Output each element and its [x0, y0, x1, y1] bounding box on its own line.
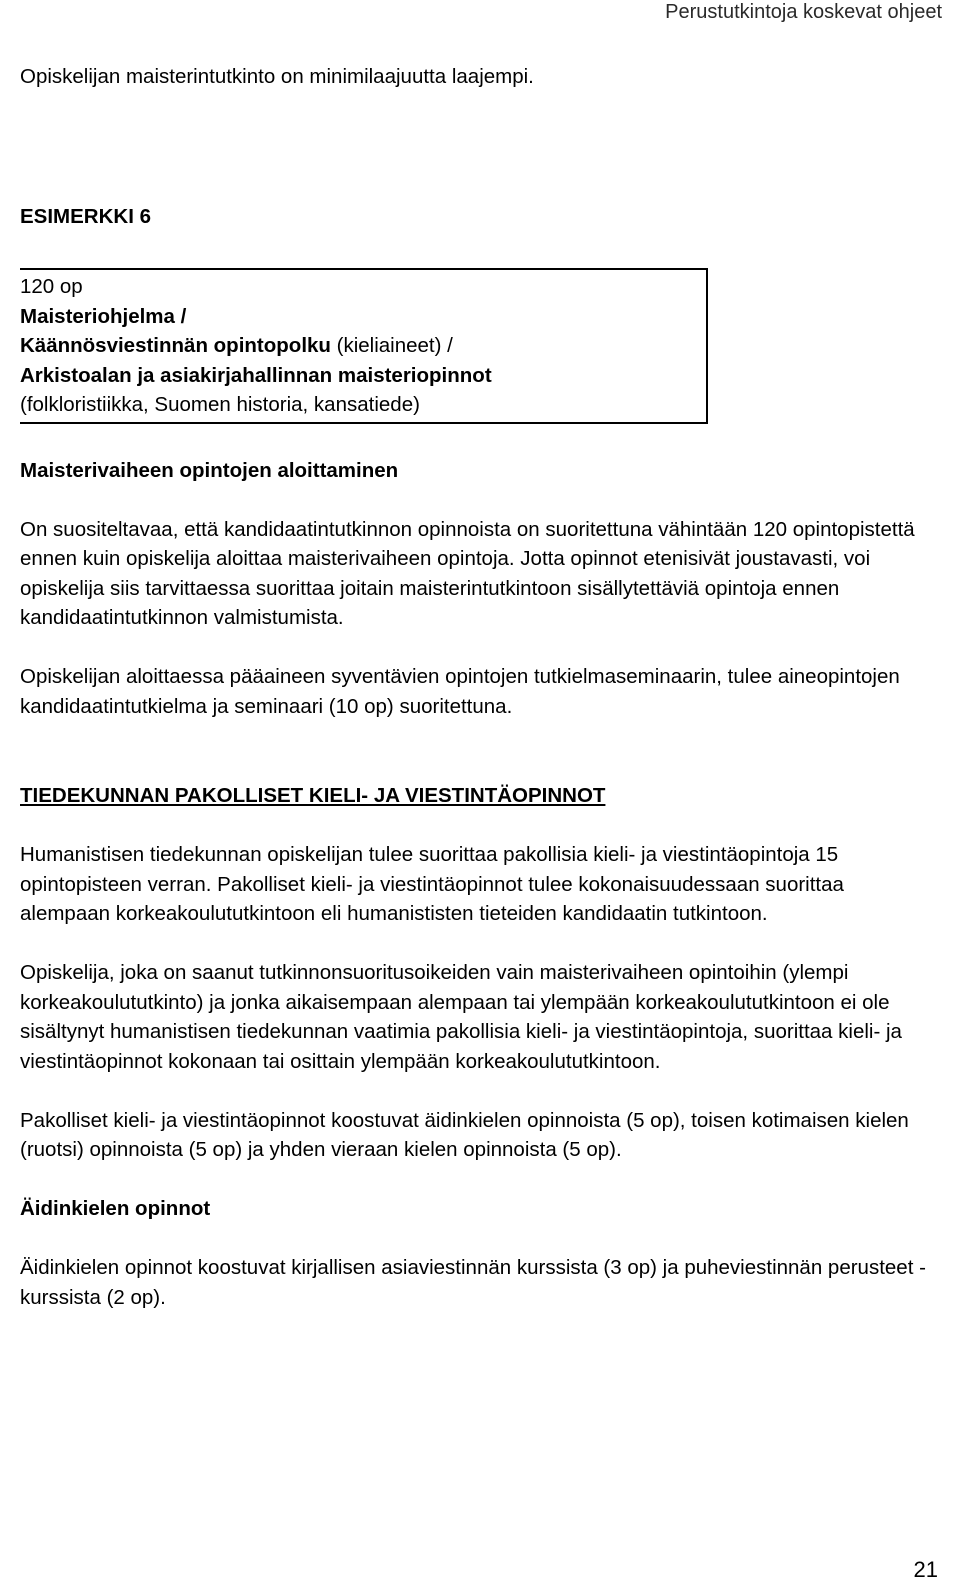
example-study-path-note: (kieliaineet) / — [330, 334, 453, 357]
language-studies-paragraph-3: Pakolliset kieli- ja viestintäopinnot koostuvat äidinkielen opinnoista (5 op), toisen kotimaisen kielen (ruotsi) opinnoista (5 op) ja yhden vieraan kielen opinnoista (5 op). — [20, 1108, 909, 1161]
example-archival-studies: Arkistoalan ja asiakirjahallinnan maisteriopinnot — [20, 363, 492, 387]
example-box — [20, 268, 708, 424]
example-heading: ESIMERKKI 6 — [20, 204, 151, 228]
masters-start-heading: Maisterivaiheen opintojen aloittaminen — [20, 458, 399, 482]
example-programme: Maisteriohjelma / — [20, 304, 187, 328]
example-credits: 120 op — [20, 275, 83, 298]
language-studies-paragraph-1: Humanistisen tiedekunnan opiskelijan tulee suorittaa pakollisia kieli- ja viestintäopintoja 15 opintopisteen verran. Pakolliset kieli- ja viestintäopinnot tulee kokonaisuudessaan suorittaa alempaan korkeakoulututkintoon eli humanististen tieteiden kandidaatin tutkintoon. — [20, 843, 844, 925]
intro-sentence: Opiskelijan maisterintutkinto on minimilaajuutta laajempi. — [20, 65, 534, 88]
page-number: 21 — [913, 1557, 938, 1582]
masters-start-paragraph-1: On suositeltavaa, että kandidaatintutkinnon opinnoista on suoritettuna vähintään 120 opintopistettä ennen kuin opiskelija aloittaa maisterivaiheen opintoja. Jotta opinnot etenisivät joustavasti, voi opiskelija siis tarvittaessa suorittaa joitain maisterintutkintoon sisällytettäviä opintoja ennen kandidaatintutkinnon valmistumista. — [20, 517, 915, 629]
example-study-path-name: Käännösviestinnän opintopolku — [20, 334, 331, 357]
page-content — [20, 62, 930, 1342]
example-study-path — [20, 331, 706, 361]
mother-tongue-heading: Äidinkielen opinnot — [20, 1197, 211, 1220]
language-studies-paragraph-2: Opiskelija, joka on saanut tutkinnonsuoritusoikeiden vain maisterivaiheen opintoihin (ylempi korkeakoulututkinto) ja jonka aikaisempaan alempaan tai ylempään korkeakoulututkintoon ei ole sisältynyt humanistisen tiedekunnan vaatimia pakollisia kieli- ja viestintäopintoja, suorittaa kieli- ja viestintäopinnot kokonaan tai osittain ylempään korkeakoulututkintoon. — [20, 961, 902, 1073]
language-studies-heading: TIEDEKUNNAN PAKOLLISET KIELI- JA VIESTINTÄOPINNOT — [20, 784, 606, 807]
masters-start-paragraph-2: Opiskelijan aloittaessa pääaineen syventävien opintojen tutkielmaseminaarin, tulee aineopintojen kandidaatintutkielma ja seminaari (10 op) suoritettuna. — [20, 665, 900, 718]
example-subjects: (folkloristiikka, Suomen historia, kansatiede) — [20, 393, 420, 416]
running-header: Perustutkintoja koskevat ohjeet — [665, 1, 942, 23]
mother-tongue-paragraph: Äidinkielen opinnot koostuvat kirjallisen asiaviestinnän kurssista (3 op) ja puheviestinnän perusteet -kurssista (2 op). — [20, 1256, 926, 1309]
